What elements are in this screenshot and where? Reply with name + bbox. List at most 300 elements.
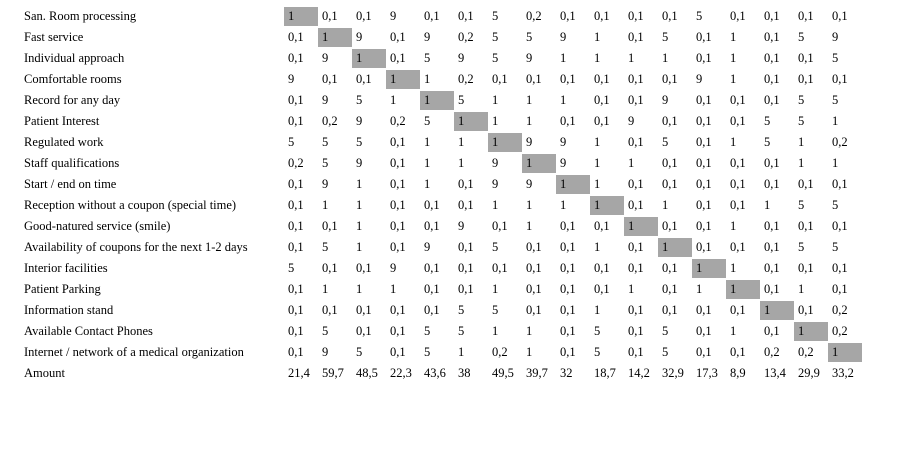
criterion-row — [20, 195, 862, 216]
matrix-cell: 0,1 — [424, 9, 440, 23]
amount-cell: 32,9 — [662, 366, 684, 380]
matrix-cell: 0,1 — [458, 177, 474, 191]
matrix-cell: 5 — [594, 324, 601, 338]
matrix-cell: 0,1 — [390, 135, 406, 149]
matrix-cell: 0,1 — [662, 303, 678, 317]
matrix-cell: 0,1 — [560, 345, 576, 359]
diagonal-value: 1 — [488, 133, 522, 152]
matrix-cell: 0,1 — [526, 240, 542, 254]
matrix-cell: 1 — [662, 198, 669, 212]
matrix-cell: 0,2 — [458, 72, 474, 86]
matrix-cell: 5 — [356, 135, 363, 149]
diagonal-value: 1 — [692, 259, 726, 278]
matrix-cell: 5 — [424, 51, 431, 65]
criterion-label: Information stand — [24, 303, 114, 317]
matrix-cell: 0,1 — [764, 9, 780, 23]
matrix-cell: 0,1 — [798, 177, 814, 191]
matrix-cell: 1 — [322, 282, 329, 296]
matrix-cell: 0,2 — [832, 135, 848, 149]
matrix-cell: 1 — [662, 51, 669, 65]
matrix-cell: 1 — [730, 72, 737, 86]
matrix-cell: 0,1 — [662, 282, 678, 296]
matrix-cell: 0,1 — [628, 240, 644, 254]
matrix-cell: 0,1 — [288, 303, 304, 317]
matrix-cell: 5 — [492, 30, 499, 44]
matrix-cell: 0,1 — [390, 345, 406, 359]
matrix-cell: 1 — [526, 198, 533, 212]
amount-cell: 18,7 — [594, 366, 616, 380]
matrix-cell: 1 — [526, 219, 533, 233]
matrix-cell: 0,1 — [356, 72, 372, 86]
matrix-cell: 0,2 — [832, 303, 848, 317]
matrix-cell: 0,1 — [798, 9, 814, 23]
amount-cell: 33,2 — [832, 366, 854, 380]
matrix-cell: 5 — [458, 93, 465, 107]
matrix-cell: 0,1 — [628, 30, 644, 44]
matrix-cell: 0,1 — [458, 198, 474, 212]
matrix-cell: 5 — [424, 324, 431, 338]
diagonal-cell — [590, 195, 624, 216]
matrix-cell: 0,1 — [322, 72, 338, 86]
criterion-label: Patient Parking — [24, 282, 101, 296]
diagonal-cell — [692, 258, 726, 279]
diagonal-cell — [726, 279, 760, 300]
matrix-cell: 5 — [798, 240, 805, 254]
criterion-row — [20, 111, 862, 132]
diagonal-cell — [624, 216, 658, 237]
matrix-cell: 0,1 — [424, 282, 440, 296]
matrix-cell: 0,2 — [798, 345, 814, 359]
diagonal-cell — [488, 132, 522, 153]
matrix-cell: 0,1 — [560, 324, 576, 338]
matrix-cell: 0,1 — [322, 303, 338, 317]
amount-cell: 48,5 — [356, 366, 378, 380]
matrix-cell: 5 — [526, 30, 533, 44]
matrix-cell: 5 — [662, 345, 669, 359]
matrix-cell: 5 — [662, 135, 669, 149]
matrix-cell: 0,1 — [560, 114, 576, 128]
matrix-cell: 1 — [458, 345, 465, 359]
matrix-cell: 9 — [390, 9, 397, 23]
matrix-cell: 1 — [730, 30, 737, 44]
criterion-label: Individual approach — [24, 51, 125, 65]
amount-cell: 32 — [560, 366, 573, 380]
matrix-cell: 0,1 — [594, 261, 610, 275]
matrix-cell: 0,1 — [730, 93, 746, 107]
matrix-cell: 0,1 — [628, 135, 644, 149]
matrix-cell: 5 — [288, 261, 295, 275]
matrix-cell: 1 — [424, 177, 431, 191]
matrix-cell: 0,1 — [832, 9, 848, 23]
matrix-cell: 9 — [356, 30, 363, 44]
matrix-cell: 0,1 — [560, 261, 576, 275]
amount-cell: 13,4 — [764, 366, 786, 380]
matrix-cell: 1 — [526, 345, 533, 359]
matrix-cell: 0,1 — [526, 261, 542, 275]
matrix-cell: 1 — [594, 51, 601, 65]
matrix-cell: 1 — [492, 93, 499, 107]
matrix-cell: 0,1 — [832, 219, 848, 233]
matrix-cell: 5 — [662, 324, 669, 338]
matrix-cell: 1 — [798, 135, 805, 149]
matrix-cell: 9 — [526, 51, 533, 65]
amount-cell: 8,9 — [730, 366, 746, 380]
matrix-cell: 9 — [356, 114, 363, 128]
criterion-row — [20, 342, 862, 363]
matrix-cell: 1 — [526, 324, 533, 338]
matrix-cell: 0,1 — [390, 219, 406, 233]
matrix-cell: 0,1 — [764, 219, 780, 233]
matrix-cell: 0,1 — [832, 261, 848, 275]
matrix-cell: 0,1 — [764, 261, 780, 275]
matrix-cell: 5 — [322, 324, 329, 338]
matrix-cell: 0,1 — [730, 345, 746, 359]
matrix-cell: 0,1 — [628, 261, 644, 275]
diagonal-value: 1 — [454, 112, 488, 131]
matrix-cell: 0,1 — [798, 51, 814, 65]
criterion-row — [20, 6, 862, 27]
matrix-cell: 5 — [594, 345, 601, 359]
criterion-label: Interior facilities — [24, 261, 108, 275]
matrix-cell: 1 — [628, 156, 635, 170]
diagonal-cell — [522, 153, 556, 174]
matrix-cell: 1 — [560, 51, 567, 65]
matrix-cell: 0,1 — [730, 9, 746, 23]
matrix-cell: 0,1 — [526, 282, 542, 296]
matrix-cell: 1 — [492, 198, 499, 212]
matrix-cell: 1 — [730, 51, 737, 65]
matrix-cell: 0,1 — [356, 261, 372, 275]
matrix-cell: 1 — [458, 156, 465, 170]
matrix-cell: 0,2 — [390, 114, 406, 128]
matrix-cell: 0,1 — [764, 240, 780, 254]
matrix-cell: 0,1 — [662, 114, 678, 128]
amount-cell: 39,7 — [526, 366, 548, 380]
matrix-cell: 5 — [492, 303, 499, 317]
matrix-cell: 0,1 — [458, 9, 474, 23]
matrix-cell: 0,1 — [730, 156, 746, 170]
matrix-cell: 5 — [424, 345, 431, 359]
matrix-cell: 1 — [594, 156, 601, 170]
matrix-cell: 0,1 — [288, 177, 304, 191]
matrix-cell: 0,1 — [390, 198, 406, 212]
matrix-cell: 1 — [696, 282, 703, 296]
matrix-cell: 1 — [560, 198, 567, 212]
matrix-cell: 9 — [560, 30, 567, 44]
matrix-cell: 0,1 — [696, 51, 712, 65]
matrix-cell: 1 — [322, 198, 329, 212]
diagonal-cell — [420, 90, 454, 111]
matrix-cell: 0,1 — [696, 30, 712, 44]
matrix-cell: 9 — [696, 72, 703, 86]
matrix-cell: 0,1 — [662, 156, 678, 170]
diagonal-cell — [658, 237, 692, 258]
matrix-cell: 0,1 — [628, 72, 644, 86]
matrix-cell: 5 — [832, 51, 839, 65]
matrix-cell: 5 — [798, 114, 805, 128]
criterion-label: Regulated work — [24, 135, 104, 149]
matrix-cell: 0,2 — [764, 345, 780, 359]
amount-cell: 21,4 — [288, 366, 310, 380]
matrix-cell: 0,1 — [288, 51, 304, 65]
matrix-cell: 0,1 — [764, 324, 780, 338]
matrix-cell: 0,1 — [526, 72, 542, 86]
matrix-cell: 0,1 — [764, 93, 780, 107]
criterion-row — [20, 237, 862, 258]
matrix-cell: 9 — [458, 219, 465, 233]
pairwise-comparison-matrix — [20, 6, 862, 384]
matrix-cell: 0,1 — [764, 30, 780, 44]
criterion-row — [20, 27, 862, 48]
matrix-cell: 0,2 — [288, 156, 304, 170]
matrix-cell: 0,1 — [832, 72, 848, 86]
diagonal-value: 1 — [590, 196, 624, 215]
matrix-cell: 1 — [764, 198, 771, 212]
criterion-row — [20, 279, 862, 300]
matrix-cell: 5 — [322, 156, 329, 170]
matrix-cell: 0,2 — [492, 345, 508, 359]
matrix-cell: 0,1 — [798, 219, 814, 233]
diagonal-cell — [386, 69, 420, 90]
matrix-cell: 0,1 — [696, 219, 712, 233]
matrix-cell: 1 — [594, 240, 601, 254]
matrix-cell: 0,1 — [696, 240, 712, 254]
matrix-cell: 9 — [662, 93, 669, 107]
matrix-cell: 1 — [356, 282, 363, 296]
matrix-cell: 0,1 — [696, 345, 712, 359]
matrix-cell: 1 — [356, 240, 363, 254]
matrix-cell: 5 — [492, 51, 499, 65]
diagonal-value: 1 — [522, 154, 556, 173]
matrix-cell: 0,1 — [628, 303, 644, 317]
criterion-row — [20, 216, 862, 237]
matrix-cell: 1 — [594, 303, 601, 317]
matrix-cell: 9 — [424, 30, 431, 44]
matrix-cell: 0,1 — [390, 177, 406, 191]
amount-row — [20, 363, 862, 384]
matrix-cell: 0,1 — [458, 240, 474, 254]
matrix-cell: 1 — [594, 135, 601, 149]
matrix-cell: 5 — [798, 30, 805, 44]
matrix-cell: 9 — [560, 135, 567, 149]
matrix-cell: 5 — [662, 30, 669, 44]
matrix-cell: 0,1 — [356, 9, 372, 23]
criterion-row — [20, 132, 862, 153]
matrix-cell: 0,1 — [390, 240, 406, 254]
matrix-cell: 0,1 — [628, 9, 644, 23]
matrix-cell: 9 — [322, 51, 329, 65]
diagonal-value: 1 — [760, 301, 794, 320]
matrix-cell: 0,1 — [526, 303, 542, 317]
matrix-cell: 0,1 — [492, 261, 508, 275]
matrix-cell: 5 — [832, 93, 839, 107]
criterion-label: Staff qualifications — [24, 156, 120, 170]
matrix-cell: 0,1 — [424, 261, 440, 275]
matrix-cell: 0,1 — [288, 198, 304, 212]
matrix-cell: 5 — [798, 198, 805, 212]
matrix-cell: 9 — [288, 72, 295, 86]
matrix-cell: 0,1 — [560, 72, 576, 86]
matrix-cell: 0,1 — [696, 303, 712, 317]
matrix-cell: 5 — [458, 303, 465, 317]
matrix-cell: 0,1 — [492, 219, 508, 233]
matrix-cell: 1 — [424, 135, 431, 149]
matrix-cell: 0,1 — [696, 114, 712, 128]
matrix-cell: 0,1 — [390, 156, 406, 170]
matrix-cell: 1 — [458, 135, 465, 149]
matrix-cell: 1 — [492, 324, 499, 338]
matrix-cell: 0,1 — [560, 303, 576, 317]
matrix-cell: 0,1 — [458, 282, 474, 296]
matrix-cell: 5 — [832, 198, 839, 212]
matrix-cell: 0,1 — [288, 219, 304, 233]
matrix-cell: 9 — [832, 30, 839, 44]
matrix-cell: 0,1 — [390, 324, 406, 338]
matrix-cell: 5 — [322, 135, 329, 149]
matrix-cell: 0,1 — [730, 198, 746, 212]
criterion-label: Fast service — [24, 30, 84, 44]
criterion-label: Start / end on time — [24, 177, 117, 191]
criterion-label: Good-natured service (smile) — [24, 219, 171, 233]
diagonal-value: 1 — [658, 238, 692, 257]
matrix-cell: 0,1 — [594, 114, 610, 128]
diagonal-value: 1 — [828, 343, 862, 362]
criterion-label: Reception without a coupon (special time) — [24, 198, 237, 212]
criterion-label: San. Room processing — [24, 9, 137, 23]
criterion-row — [20, 48, 862, 69]
matrix-cell: 1 — [730, 135, 737, 149]
diagonal-value: 1 — [726, 280, 760, 299]
criterion-row — [20, 153, 862, 174]
matrix-cell: 1 — [526, 93, 533, 107]
matrix-cell: 0,2 — [322, 114, 338, 128]
criterion-label: Record for any day — [24, 93, 121, 107]
matrix-cell: 0,1 — [594, 93, 610, 107]
matrix-cell: 0,1 — [764, 72, 780, 86]
matrix-cell: 0,1 — [764, 51, 780, 65]
amount-cell: 59,7 — [322, 366, 344, 380]
criterion-row — [20, 321, 862, 342]
matrix-cell: 0,1 — [390, 51, 406, 65]
matrix-cell: 0,1 — [696, 324, 712, 338]
matrix-cell: 9 — [458, 51, 465, 65]
matrix-cell: 1 — [628, 51, 635, 65]
matrix-cell: 0,1 — [288, 345, 304, 359]
amount-cell: 22,3 — [390, 366, 412, 380]
matrix-cell: 0,1 — [798, 72, 814, 86]
matrix-cell: 0,1 — [832, 282, 848, 296]
matrix-cell: 5 — [356, 93, 363, 107]
matrix-cell: 1 — [356, 177, 363, 191]
matrix-cell: 0,1 — [696, 156, 712, 170]
matrix-cell: 0,1 — [356, 324, 372, 338]
matrix-cell: 0,2 — [458, 30, 474, 44]
matrix-cell: 9 — [322, 345, 329, 359]
amount-cell: 38 — [458, 366, 471, 380]
matrix-cell: 9 — [390, 261, 397, 275]
matrix-cell: 0,1 — [390, 30, 406, 44]
matrix-cell: 0,1 — [662, 219, 678, 233]
matrix-cell: 0,2 — [832, 324, 848, 338]
matrix-cell: 0,1 — [764, 156, 780, 170]
matrix-cell: 0,1 — [288, 282, 304, 296]
matrix-cell: 1 — [424, 156, 431, 170]
matrix-cell: 1 — [492, 282, 499, 296]
matrix-cell: 1 — [730, 261, 737, 275]
matrix-cell: 1 — [730, 219, 737, 233]
matrix-cell: 0,1 — [798, 261, 814, 275]
criterion-label: Comfortable rooms — [24, 72, 122, 86]
matrix-cell: 0,1 — [730, 303, 746, 317]
matrix-cell: 5 — [458, 324, 465, 338]
amount-cell: 29,9 — [798, 366, 820, 380]
matrix-cell: 1 — [356, 198, 363, 212]
matrix-cell: 1 — [560, 93, 567, 107]
diagonal-value: 1 — [420, 91, 454, 110]
diagonal-value: 1 — [284, 7, 318, 26]
matrix-cell: 0,1 — [322, 9, 338, 23]
matrix-cell: 0,1 — [628, 345, 644, 359]
diagonal-cell — [284, 6, 318, 27]
matrix-cell: 1 — [798, 282, 805, 296]
matrix-cell: 1 — [730, 324, 737, 338]
matrix-cell: 1 — [390, 282, 397, 296]
criterion-row — [20, 300, 862, 321]
matrix-cell: 9 — [424, 240, 431, 254]
matrix-cell: 0,1 — [560, 9, 576, 23]
matrix-cell: 1 — [832, 156, 839, 170]
matrix-cell: 0,1 — [560, 240, 576, 254]
amount-label: Amount — [24, 366, 65, 380]
matrix-cell: 1 — [390, 93, 397, 107]
diagonal-cell — [454, 111, 488, 132]
matrix-cell: 0,1 — [662, 72, 678, 86]
matrix-cell: 0,1 — [594, 282, 610, 296]
matrix-cell: 0,1 — [288, 30, 304, 44]
matrix-cell: 9 — [322, 177, 329, 191]
matrix-cell: 0,1 — [288, 93, 304, 107]
matrix-cell: 0,1 — [764, 282, 780, 296]
matrix-cell: 0,1 — [730, 114, 746, 128]
matrix-cell: 1 — [594, 177, 601, 191]
criterion-row — [20, 69, 862, 90]
matrix-cell: 1 — [526, 114, 533, 128]
matrix-cell: 5 — [492, 9, 499, 23]
matrix-cell: 1 — [356, 219, 363, 233]
matrix-cell: 0,1 — [594, 219, 610, 233]
matrix-cell: 9 — [356, 156, 363, 170]
matrix-cell: 0,1 — [288, 240, 304, 254]
matrix-cell: 5 — [798, 93, 805, 107]
matrix-cell: 0,1 — [798, 303, 814, 317]
criterion-row — [20, 174, 862, 195]
matrix-cell: 0,1 — [628, 324, 644, 338]
criterion-label: Patient Interest — [24, 114, 100, 128]
matrix-cell: 9 — [526, 177, 533, 191]
diagonal-cell — [760, 300, 794, 321]
matrix-cell: 5 — [696, 9, 703, 23]
matrix-cell: 0,1 — [662, 9, 678, 23]
matrix-cell: 0,1 — [560, 282, 576, 296]
matrix-cell: 0,1 — [696, 93, 712, 107]
matrix-cell: 9 — [628, 114, 635, 128]
matrix-cell: 0,1 — [696, 135, 712, 149]
criterion-label: Internet / network of a medical organization — [24, 345, 244, 359]
matrix-cell: 5 — [832, 240, 839, 254]
matrix-cell: 0,1 — [764, 177, 780, 191]
matrix-cell: 0,1 — [662, 261, 678, 275]
matrix-cell: 0,1 — [322, 261, 338, 275]
